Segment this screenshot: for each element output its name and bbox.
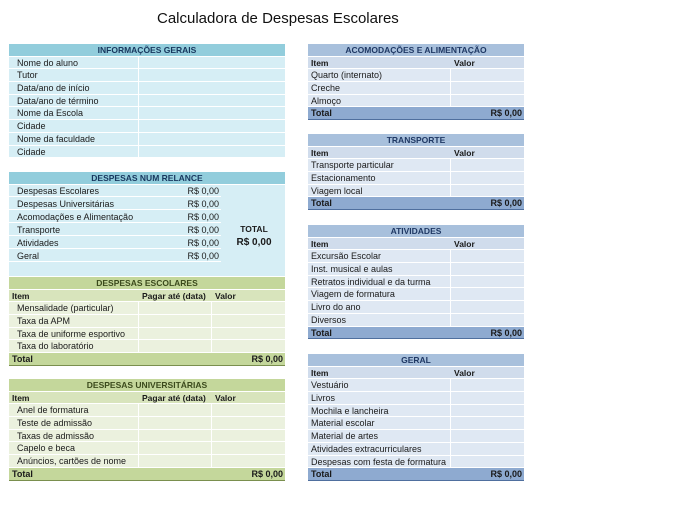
table-row[interactable] — [9, 340, 285, 353]
row-label: Nome do aluno — [9, 57, 139, 69]
value-cell[interactable] — [212, 340, 285, 352]
universitarias-header: DESPESAS UNIVERSITÁRIAS — [9, 379, 285, 392]
row-label: Viagem de formatura — [308, 288, 451, 300]
row-label: Livro do ano — [308, 301, 451, 313]
total-label: Total — [12, 354, 33, 365]
column-headers — [308, 57, 524, 70]
date-cell[interactable] — [139, 404, 212, 416]
col-item: Item — [12, 392, 30, 403]
table-row[interactable] — [308, 430, 524, 443]
row-label: Atividades — [17, 237, 59, 248]
value-cell[interactable] — [451, 392, 524, 404]
row-label: Atividades extracurriculares — [308, 443, 451, 455]
row-label: Nome da Escola — [9, 107, 139, 119]
row-label: Inst. musical e aulas — [308, 263, 451, 275]
row-label: Transporte — [17, 224, 61, 235]
value-cell[interactable] — [451, 288, 524, 300]
row-label: Retratos individual e da turma — [308, 276, 451, 288]
table-row[interactable] — [9, 315, 285, 328]
total-value: R$ 0,00 — [490, 108, 522, 119]
col-item: Item — [311, 367, 329, 378]
row-value: R$ 0,00 — [187, 237, 219, 248]
table-row — [9, 250, 221, 263]
page-title: Calculadora de Despesas Escolares — [157, 10, 399, 27]
total-row — [308, 107, 524, 120]
total-row — [308, 197, 524, 210]
row-label: Data/ano de início — [9, 82, 139, 94]
table-row[interactable] — [308, 379, 524, 392]
row-label: Viagem local — [308, 185, 451, 197]
col-valor: Valor — [454, 57, 475, 68]
value-cell[interactable] — [212, 404, 285, 416]
transporte-table — [308, 134, 524, 210]
total-label: Total — [12, 468, 33, 479]
acomodacoes-table — [308, 44, 524, 120]
value-cell[interactable] — [212, 442, 285, 454]
row-label: Mensalidade (particular) — [9, 302, 139, 314]
table-row[interactable] — [308, 185, 524, 198]
value-cell[interactable] — [451, 159, 524, 171]
total-row — [9, 468, 285, 481]
total-label: Total — [311, 198, 332, 209]
value-cell[interactable] — [139, 95, 285, 107]
table-row[interactable] — [308, 417, 524, 430]
total-row — [308, 327, 524, 340]
table-row[interactable] — [308, 69, 524, 82]
info-gerais-table — [9, 44, 285, 158]
col-valor: Valor — [454, 367, 475, 378]
row-label: Tutor — [9, 69, 139, 81]
table-row — [9, 211, 221, 224]
table-row[interactable] — [308, 443, 524, 456]
row-label: Material escolar — [308, 417, 451, 429]
value-cell[interactable] — [139, 133, 285, 145]
table-row — [9, 224, 221, 237]
date-cell[interactable] — [139, 315, 212, 327]
col-pagar: Pagar até (data) — [142, 290, 206, 301]
value-cell[interactable] — [212, 455, 285, 467]
value-cell[interactable] — [212, 430, 285, 442]
table-row[interactable] — [308, 159, 524, 172]
col-item: Item — [12, 290, 30, 301]
table-row[interactable] — [9, 107, 285, 120]
row-label: Teste de admissão — [9, 417, 139, 429]
column-headers — [308, 367, 524, 380]
row-label: Transporte particular — [308, 159, 451, 171]
table-row[interactable] — [308, 172, 524, 185]
col-valor: Valor — [215, 290, 236, 301]
total-row — [308, 468, 524, 481]
row-label: Anel de formatura — [9, 404, 139, 416]
value-cell[interactable] — [139, 57, 285, 69]
col-pagar: Pagar até (data) — [142, 392, 206, 403]
value-cell[interactable] — [139, 107, 285, 119]
value-cell[interactable] — [212, 302, 285, 314]
row-label: Cidade — [9, 120, 139, 132]
row-value: R$ 0,00 — [187, 211, 219, 222]
date-cell[interactable] — [139, 302, 212, 314]
value-cell[interactable] — [212, 417, 285, 429]
column-headers — [308, 238, 524, 251]
row-label: Acomodações e Alimentação — [17, 211, 134, 222]
row-label: Almoço — [308, 95, 451, 107]
row-label: Despesas Universitárias — [17, 198, 115, 209]
row-value: R$ 0,00 — [187, 198, 219, 209]
universitarias-table — [9, 379, 285, 481]
row-label: Data/ano de término — [9, 95, 139, 107]
table-row[interactable] — [9, 404, 285, 417]
row-label: Taxa do laboratório — [9, 340, 139, 352]
row-label: Despesas com festa de formatura — [308, 456, 451, 468]
row-label: Vestuário — [308, 379, 451, 391]
table-row — [9, 185, 221, 198]
table-row[interactable] — [9, 328, 285, 341]
value-cell[interactable] — [451, 69, 524, 81]
date-cell[interactable] — [139, 455, 212, 467]
row-label: Diversos — [308, 314, 451, 326]
table-row[interactable] — [308, 288, 524, 301]
row-label: Taxa de uniforme esportivo — [9, 328, 139, 340]
info-gerais-header: INFORMAÇÕES GERAIS — [9, 44, 285, 57]
total-value: R$ 0,00 — [251, 354, 283, 365]
column-headers — [9, 392, 285, 405]
table-row[interactable] — [9, 133, 285, 146]
table-row[interactable] — [308, 456, 524, 469]
value-cell[interactable] — [451, 95, 524, 107]
value-cell[interactable] — [139, 69, 285, 81]
column-headers — [9, 290, 285, 303]
total-value: R$ 0,00 — [490, 327, 522, 338]
value-cell[interactable] — [451, 456, 524, 468]
table-row[interactable] — [9, 455, 285, 468]
relance-header: DESPESAS NUM RELANCE — [9, 172, 285, 185]
value-cell[interactable] — [451, 250, 524, 262]
total-value: R$ 0,00 — [236, 236, 272, 248]
value-cell[interactable] — [451, 276, 524, 288]
total-value: R$ 0,00 — [251, 468, 283, 479]
table-row[interactable] — [308, 405, 524, 418]
value-cell[interactable] — [451, 405, 524, 417]
date-cell[interactable] — [139, 430, 212, 442]
relance-table — [9, 172, 285, 276]
row-value: R$ 0,00 — [187, 224, 219, 235]
table-row[interactable] — [9, 442, 285, 455]
table-row[interactable] — [308, 301, 524, 314]
row-value: R$ 0,00 — [187, 250, 219, 261]
row-label: Anúncios, cartões de nome — [9, 455, 139, 467]
table-row[interactable] — [308, 95, 524, 108]
transporte-header: TRANSPORTE — [308, 134, 524, 147]
value-cell[interactable] — [451, 443, 524, 455]
date-cell[interactable] — [139, 328, 212, 340]
total-value: R$ 0,00 — [490, 198, 522, 209]
row-label: Capelo e beca — [9, 442, 139, 454]
total-value: R$ 0,00 — [490, 469, 522, 480]
column-headers — [308, 147, 524, 160]
col-item: Item — [311, 147, 329, 158]
row-label: Estacionamento — [308, 172, 451, 184]
total-label: Total — [311, 327, 332, 338]
table-row[interactable] — [9, 95, 285, 108]
table-row — [9, 198, 221, 211]
table-row[interactable] — [308, 276, 524, 289]
value-cell[interactable] — [451, 417, 524, 429]
value-cell[interactable] — [451, 263, 524, 275]
row-value: R$ 0,00 — [187, 185, 219, 196]
date-cell[interactable] — [139, 442, 212, 454]
row-label: Creche — [308, 82, 451, 94]
col-valor: Valor — [215, 392, 236, 403]
row-label: Taxa da APM — [9, 315, 139, 327]
row-label: Taxas de admissão — [9, 430, 139, 442]
row-label: Cidade — [9, 146, 139, 158]
table-row[interactable] — [308, 392, 524, 405]
geral-header: GERAL — [308, 354, 524, 367]
table-row[interactable] — [308, 82, 524, 95]
total-label: Total — [311, 469, 332, 480]
table-row[interactable] — [9, 430, 285, 443]
atividades-header: ATIVIDADES — [308, 225, 524, 238]
table-row[interactable] — [308, 263, 524, 276]
table-row[interactable] — [9, 417, 285, 430]
value-cell[interactable] — [451, 430, 524, 442]
row-label: Mochila e lancheira — [308, 405, 451, 417]
col-valor: Valor — [454, 238, 475, 249]
table-row[interactable] — [9, 302, 285, 315]
row-label: Excursão Escolar — [308, 250, 451, 262]
col-item: Item — [311, 238, 329, 249]
table-row — [9, 237, 221, 250]
date-cell[interactable] — [139, 340, 212, 352]
row-label: Quarto (internato) — [308, 69, 451, 81]
date-cell[interactable] — [139, 417, 212, 429]
total-label: Total — [311, 108, 332, 119]
row-label: Material de artes — [308, 430, 451, 442]
escolares-header: DESPESAS ESCOLARES — [9, 277, 285, 290]
col-valor: Valor — [454, 147, 475, 158]
value-cell[interactable] — [451, 379, 524, 391]
table-row[interactable] — [308, 250, 524, 263]
total-label: TOTAL — [240, 223, 268, 234]
value-cell[interactable] — [451, 82, 524, 94]
value-cell[interactable] — [212, 315, 285, 327]
acomodacoes-header: ACOMODAÇÕES E ALIMENTAÇÃO — [308, 44, 524, 57]
value-cell[interactable] — [139, 146, 285, 158]
value-cell[interactable] — [451, 185, 524, 197]
atividades-table — [308, 225, 524, 339]
table-row[interactable] — [9, 69, 285, 82]
value-cell[interactable] — [139, 120, 285, 132]
table-row[interactable] — [308, 314, 524, 327]
value-cell[interactable] — [451, 301, 524, 313]
row-label: Despesas Escolares — [17, 185, 100, 196]
value-cell[interactable] — [139, 82, 285, 94]
table-row[interactable] — [9, 82, 285, 95]
value-cell[interactable] — [212, 328, 285, 340]
geral-table — [308, 354, 524, 481]
escolares-table — [9, 277, 285, 366]
table-row[interactable] — [9, 120, 285, 133]
row-label: Geral — [17, 250, 40, 261]
row-label: Livros — [308, 392, 451, 404]
table-row[interactable] — [9, 57, 285, 70]
table-row[interactable] — [9, 146, 285, 159]
value-cell[interactable] — [451, 172, 524, 184]
row-label: Nome da faculdade — [9, 133, 139, 145]
total-row — [9, 353, 285, 366]
value-cell[interactable] — [451, 314, 524, 326]
col-item: Item — [311, 57, 329, 68]
